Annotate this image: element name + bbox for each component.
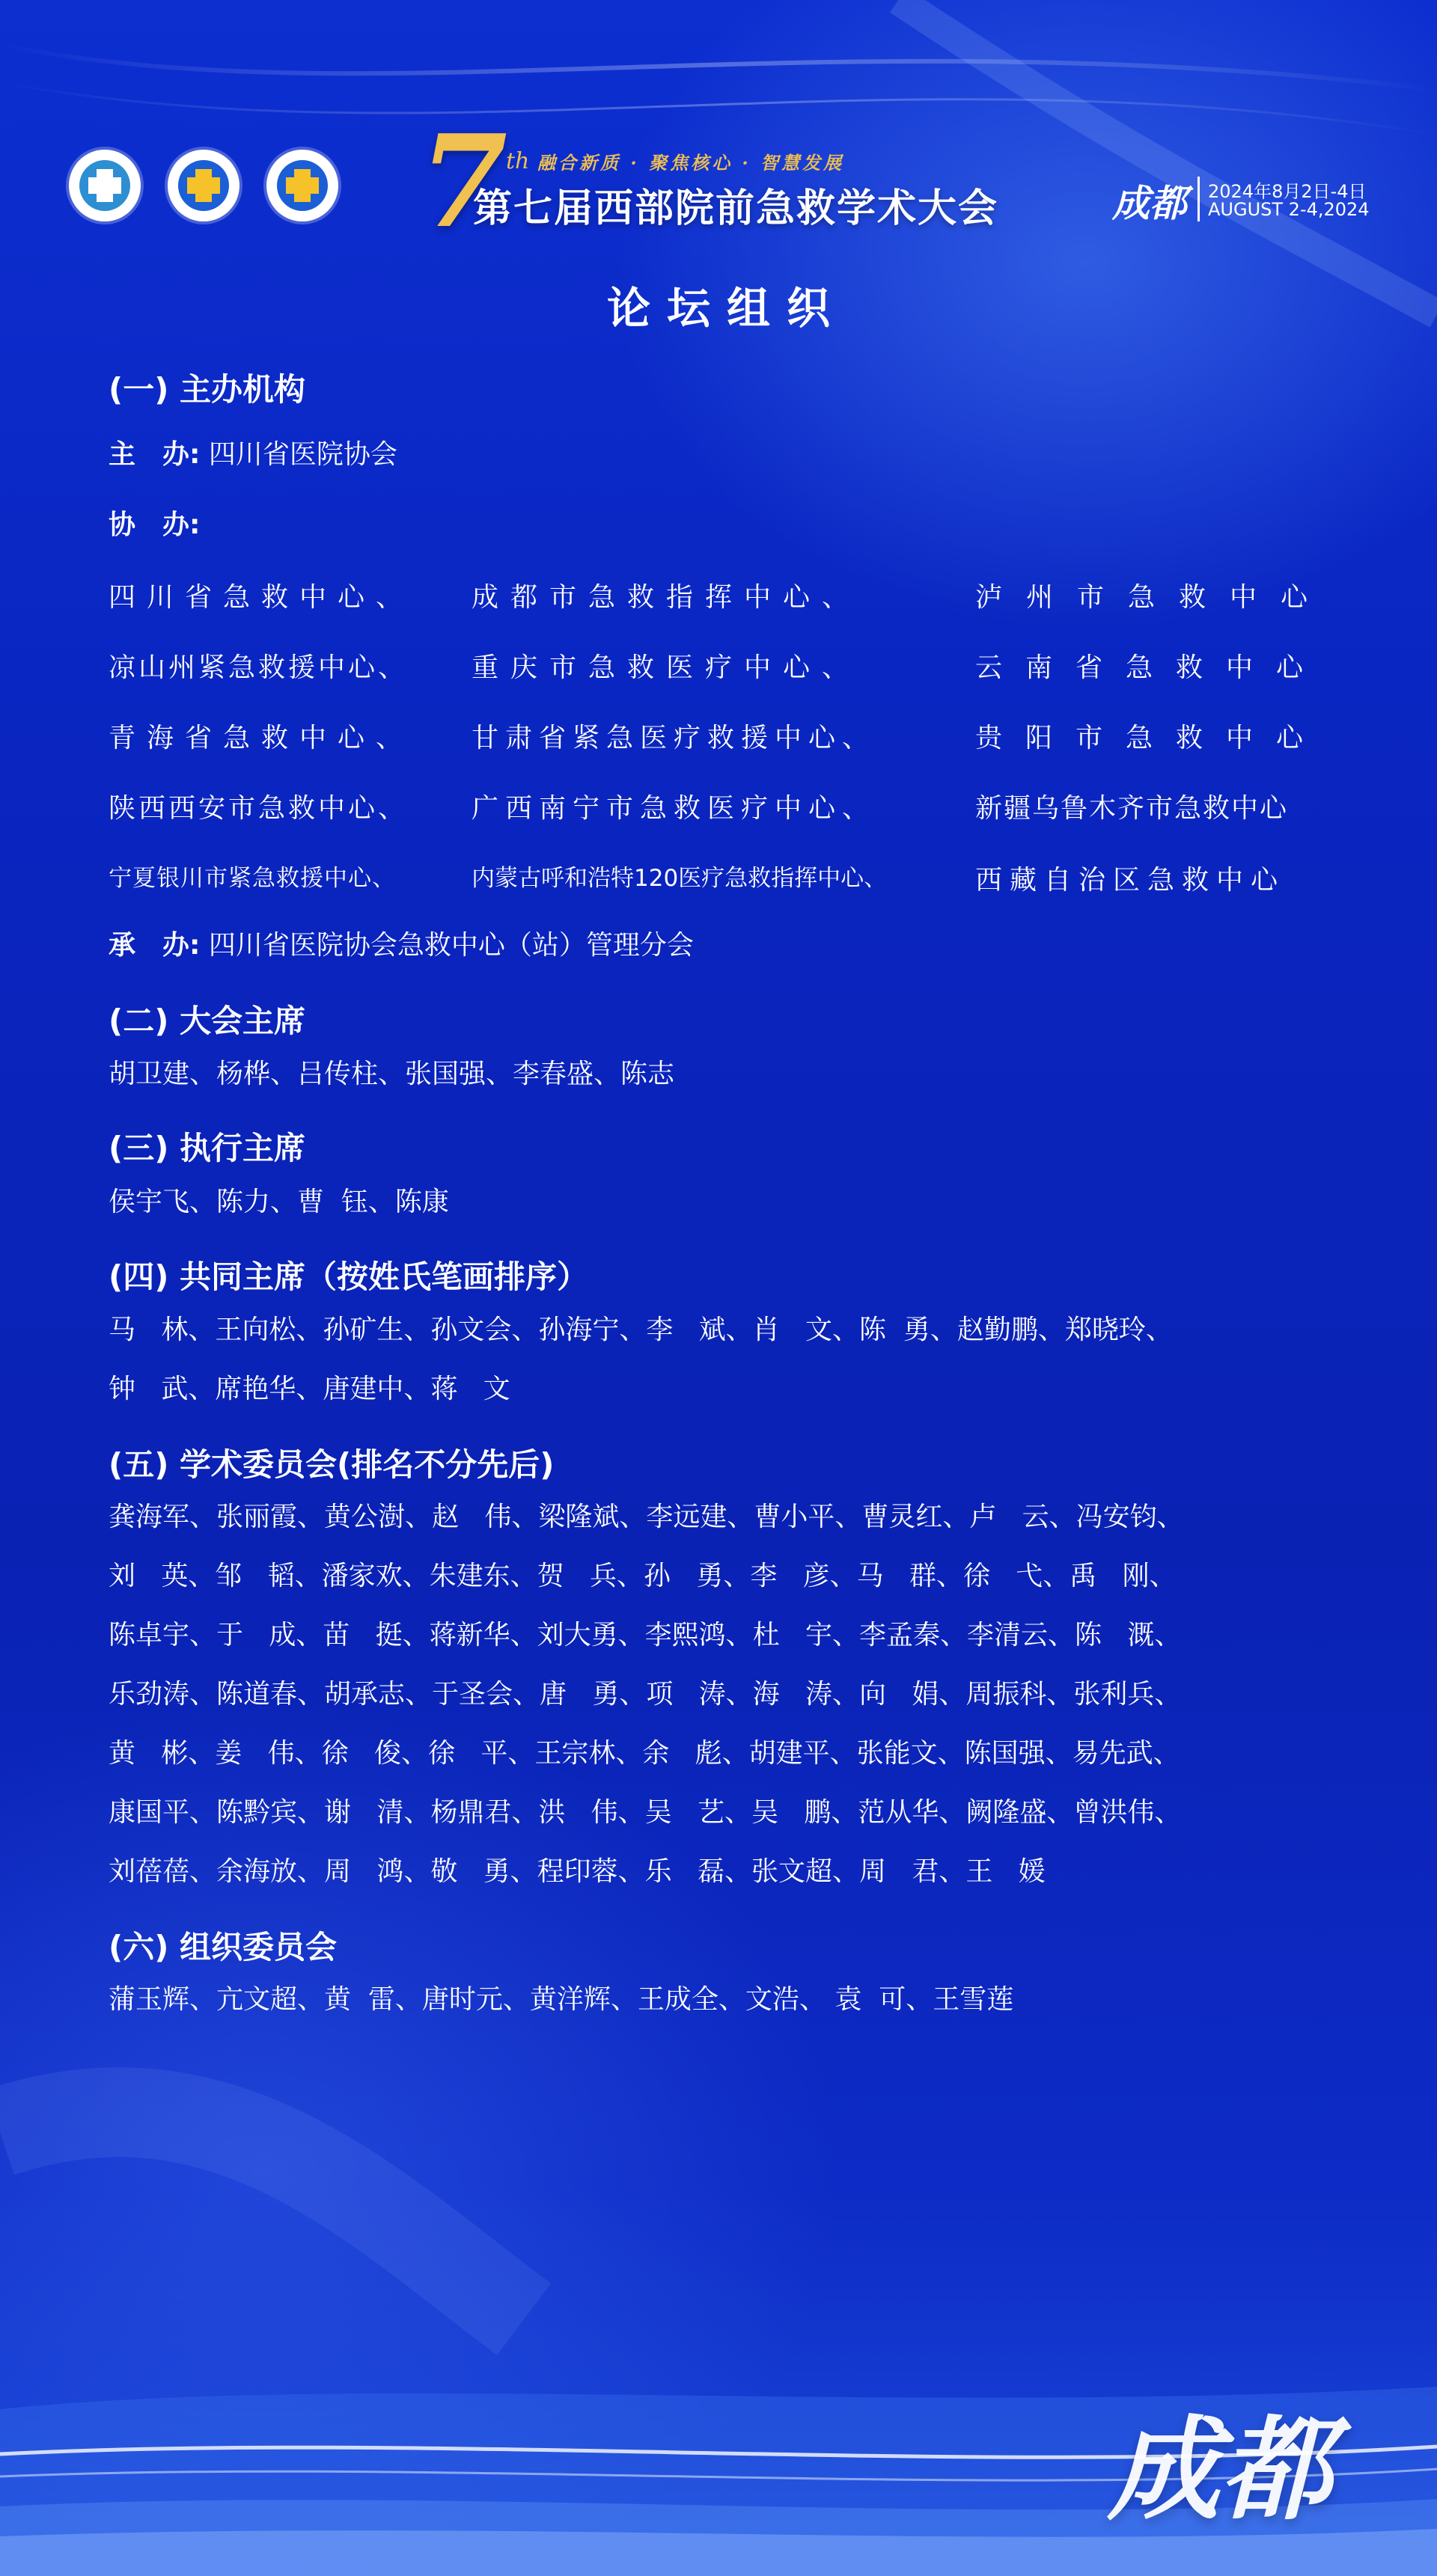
- co-host-row: [109, 576, 1345, 612]
- page-title: 论坛组织: [606, 283, 846, 334]
- emergency-center-logo: [168, 150, 240, 221]
- organizer-label: 承 办:: [109, 930, 201, 961]
- co-host-item: 四川省急救中心、: [109, 582, 415, 613]
- host-label: 主 办:: [109, 439, 201, 470]
- co-host-item: 陕西西安市急救中心、: [109, 793, 409, 824]
- section-heading: (二) 大会主席: [109, 1003, 306, 1039]
- date-chinese: 2024年8月2日-4日: [1208, 181, 1367, 202]
- organizer-row: [109, 928, 694, 964]
- co-host-item: 新疆乌鲁木齐市急救中心: [975, 793, 1289, 824]
- committee-names: 刘蓓蓓、余海放、周 鸿、敬 勇、程印蓉、乐 磊、张文超、周 君、王 媛: [109, 1856, 1046, 1887]
- co-host-label: 协 办:: [109, 510, 201, 540]
- co-chair-names: 马 林、王向松、孙矿生、孙文会、孙海宁、李 斌、肖 文、陈 勇、赵勤鹏、郑晓玲、: [109, 1315, 1173, 1345]
- co-host-row: [109, 646, 1345, 682]
- hospital-association-logo: [69, 150, 141, 221]
- co-host-item: 青海省急救中心、: [109, 723, 415, 753]
- committee-names: 刘 英、邹 韬、潘家欢、朱建东、贺 兵、孙 勇、李 彦、马 群、徐 弋、禹 刚、: [109, 1561, 1177, 1591]
- co-host-item: 西藏自治区急救中心: [975, 865, 1286, 896]
- organizing-committee-names: 蒲玉辉、亢文超、黄 雷、唐时元、黄洋辉、王成全、文浩、 袁 可、王雪莲: [109, 1984, 1014, 2015]
- edition-suffix: th: [506, 148, 530, 174]
- conference-title: 第七届西部院前急救学术大会: [473, 186, 999, 231]
- section-heading: (一) 主办机构: [109, 371, 306, 408]
- co-host-row: [109, 787, 1345, 823]
- host-row: [109, 437, 397, 473]
- host-value: 四川省医院协会: [208, 439, 397, 470]
- executive-chair-names: 侯宇飞、陈力、曹 钰、陈康: [109, 1187, 449, 1217]
- chair-names: 胡卫建、杨桦、吕传柱、张国强、李春盛、陈志: [109, 1059, 675, 1089]
- co-host-item: 泸州市急救中心: [975, 582, 1332, 613]
- co-host-item: 贵阳市急救中心: [975, 723, 1327, 753]
- edition-number: 7: [419, 107, 508, 257]
- co-host-row: [109, 717, 1345, 753]
- date-divider: [1198, 177, 1200, 221]
- footer-city-mark: 成都: [1108, 2404, 1333, 2536]
- co-host-item: 凉山州紧急救援中心、: [109, 652, 409, 683]
- co-host-item: 内蒙古呼和浩特120医疗急救指挥中心、: [472, 865, 888, 892]
- committee-names: 乐劲涛、陈道春、胡承志、于圣会、唐 勇、项 涛、海 涛、向 娟、周振科、张利兵、: [109, 1679, 1182, 1710]
- date-english: AUGUST 2-4,2024: [1208, 199, 1370, 220]
- section-heading: (五) 学术委员会(排名不分先后): [109, 1446, 555, 1483]
- committee-names: 陈卓宇、于 成、苗 挺、蒋新华、刘大勇、李熙鸿、杜 宇、李孟秦、李清云、陈 溉、: [109, 1620, 1182, 1650]
- city-logo: 成都: [1112, 181, 1187, 225]
- committee-names: 康国平、陈黔宾、谢 清、杨鼎君、洪 伟、吴 艺、吴 鹏、范从华、阙隆盛、曾洪伟、: [109, 1797, 1182, 1828]
- co-host-item: 成都市急救指挥中心、: [472, 582, 861, 613]
- co-host-item: 广西南宁市急救医疗中心、: [472, 793, 876, 824]
- committee-names: 黄 彬、姜 伟、徐 俊、徐 平、王宗林、余 彪、胡建平、张能文、陈国强、易先武、: [109, 1738, 1180, 1769]
- emergency-center-logo: [266, 150, 338, 221]
- co-host-item: 重庆市急救医疗中心、: [472, 652, 861, 683]
- section-heading: (四) 共同主席（按姓氏笔画排序）: [109, 1258, 589, 1295]
- co-chair-names: 钟 武、席艳华、唐建中、蒋 文: [109, 1374, 510, 1404]
- section-heading: (六) 组织委员会: [109, 1929, 338, 1965]
- co-host-item: 甘肃省紧急医疗救援中心、: [472, 723, 876, 753]
- sponsor-logos: [69, 150, 338, 221]
- co-host-item: 宁夏银川市紧急救援中心、: [109, 865, 396, 892]
- organizer-value: 四川省医院协会急救中心（站）管理分会: [208, 930, 694, 961]
- committee-names: 龚海军、张丽霞、黄公澍、赵 伟、梁隆斌、李远建、曹小平、曹灵红、卢 云、冯安钧、: [109, 1502, 1184, 1532]
- co-host-item: 云南省急救中心: [975, 652, 1327, 683]
- co-host-row: [109, 859, 1345, 895]
- conference-slogan: 融合新质 · 聚焦核心 · 智慧发展: [537, 152, 845, 174]
- section-heading: (三) 执行主席: [109, 1130, 306, 1166]
